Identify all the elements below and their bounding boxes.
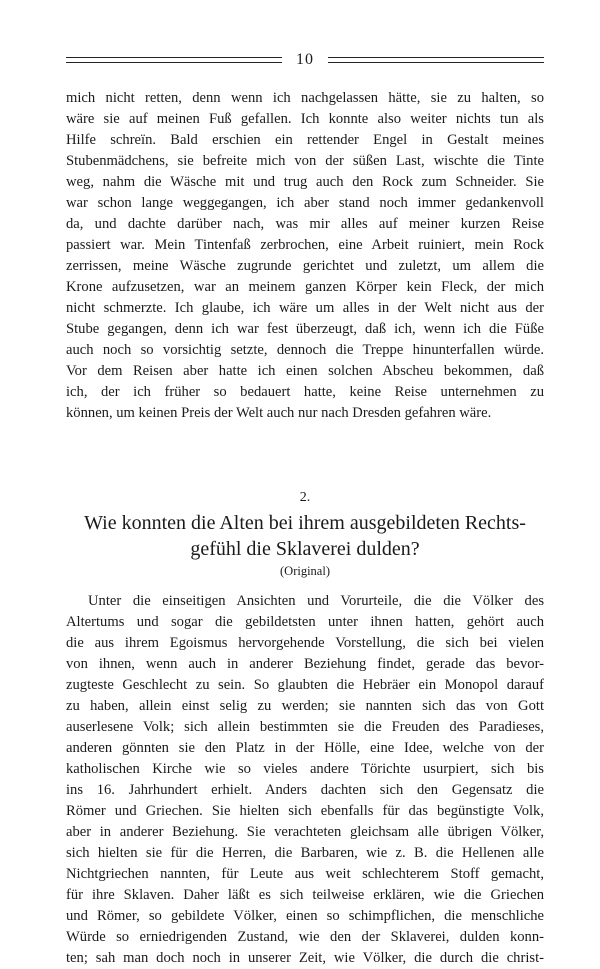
section-title-line-2: gefühl die Sklaverei dulden? xyxy=(190,538,420,560)
text-line: die aus ihrem Egoismus hervorgehende Vorstellung, die sich bei vielen xyxy=(66,635,544,651)
text-line: Altertums und sogar die gebildetsten unter ihnen hatten, gehört auch xyxy=(66,614,544,630)
text-line: zerrissen, meine Wäsche zugrunde gerichtet und zuletzt, um allem die xyxy=(66,258,544,274)
book-page xyxy=(66,48,544,969)
text-line: zugteste Geschlecht zu sein. So glaubten die Hebräer ein Monopol darauf xyxy=(66,677,544,693)
text-line: weg, nahm die Wäsche mit und trug auch den Rock zum Schneider. Sie xyxy=(66,174,544,190)
page-header xyxy=(66,48,544,72)
text-line: auserlesene Volk; sich allein bestimmten sie die Freuden des Paradieses, xyxy=(66,719,544,735)
text-line: für ihre Sklaven. Daher läßt es sich teilweise erklären, wie die Griechen xyxy=(66,887,544,903)
text-line: wäre sie auf meinen Fuß gefallen. Ich konnte also weiter nichts tun als xyxy=(66,111,544,127)
text-line: Stube gegangen, denn ich war fest überzeugt, daß ich, wenn ich die Füße xyxy=(66,321,544,337)
text-line: Unter die einseitigen Ansichten und Vorurteile, die die Völker des xyxy=(88,593,544,609)
section-title-line-1: Wie konnten die Alten bei ihrem ausgebildeten Rechts- xyxy=(84,512,526,534)
text-line: können, um keinen Preis der Welt auch nur nach Dresden gefahren wäre. xyxy=(66,405,492,421)
section-title xyxy=(66,510,544,562)
text-line: ten; sah man doch noch in unserer Zeit, wie Völker, die durch die christ- xyxy=(66,950,544,966)
text-line: und Römer, so gebildete Völker, einen so schimpflichen, die menschliche xyxy=(66,908,544,924)
text-line: zu haben, allein einst selig zu werden; sie nannten sich das von Gott xyxy=(66,698,544,714)
text-line: aber in anderer Beziehung. Sie verachteten gleichsam alle übrigen Völker, xyxy=(66,824,544,840)
text-line: von ihnen, wenn auch in anderer Beziehung findet, gerade das bevor- xyxy=(66,656,544,672)
text-line: da, und dachte darüber nach, was mir alles auf meiner kurzen Reise xyxy=(66,216,544,232)
text-line: Stubenmädchens, sie befreite mich von der süßen Last, wischte die Tinte xyxy=(66,153,544,169)
section-number: 2. xyxy=(299,490,311,505)
section-subtitle: (Original) xyxy=(280,564,330,578)
paragraph-1 xyxy=(66,88,544,424)
text-line: Würde so erniedrigenden Zustand, wie den der Sklaverei, dulden konn- xyxy=(66,929,544,945)
header-rule-right xyxy=(328,57,544,63)
header-rule-left xyxy=(66,57,282,63)
text-line: katholischen Kirche wie so vieles andere Törichte usurpiert, sich bis xyxy=(66,761,544,777)
text-line: sich hielten sie für die Herren, die Barbaren, wie z. B. die Hellenen alle xyxy=(66,845,544,861)
text-line: ins 16. Jahrhundert erhielt. Anders dachten sich den Gegensatz die xyxy=(66,782,544,798)
text-line: Nichtgriechen nannten, für Leute aus weit schlechterem Stoff gemacht, xyxy=(66,866,544,882)
text-line: war schon lange weggegangen, ich aber stand noch immer gedankenvoll xyxy=(66,195,544,211)
text-line: Krone aufzusetzen, war an meinem ganzen Körper kein Fleck, der mich xyxy=(66,279,544,295)
text-line: nicht schmerzte. Ich glaube, ich wäre um alles in der Welt nicht aus der xyxy=(66,300,544,316)
text-line: anderen gönnten sie den Platz in der Hölle, eine Idee, welche von der xyxy=(66,740,544,756)
text-line: auch noch so vorsichtig setzte, dennoch die Treppe hinunterfallen würde. xyxy=(66,342,544,358)
text-line: ich, der ich früher so bedauert hatte, keine Reise unternehmen zu xyxy=(66,384,544,400)
text-line: Vor dem Reisen aber hatte ich einen solchen Abscheu bekommen, daß xyxy=(66,363,544,379)
text-line: passiert war. Mein Tintenfaß zerbrochen, eine Arbeit ruiniert, mein Rock xyxy=(66,237,544,253)
page-number: 10 xyxy=(296,51,314,68)
text-line: Hilfe schreïn. Bald erschien ein rettender Engel in Gestalt meines xyxy=(66,132,544,148)
paragraph-2 xyxy=(66,591,544,969)
text-line: Römer und Griechen. Sie hielten sich ebenfalls für das begünstigte Volk, xyxy=(66,803,544,819)
text-line: mich nicht retten, denn wenn ich nachgelassen hätte, sie zu halten, so xyxy=(66,90,544,106)
